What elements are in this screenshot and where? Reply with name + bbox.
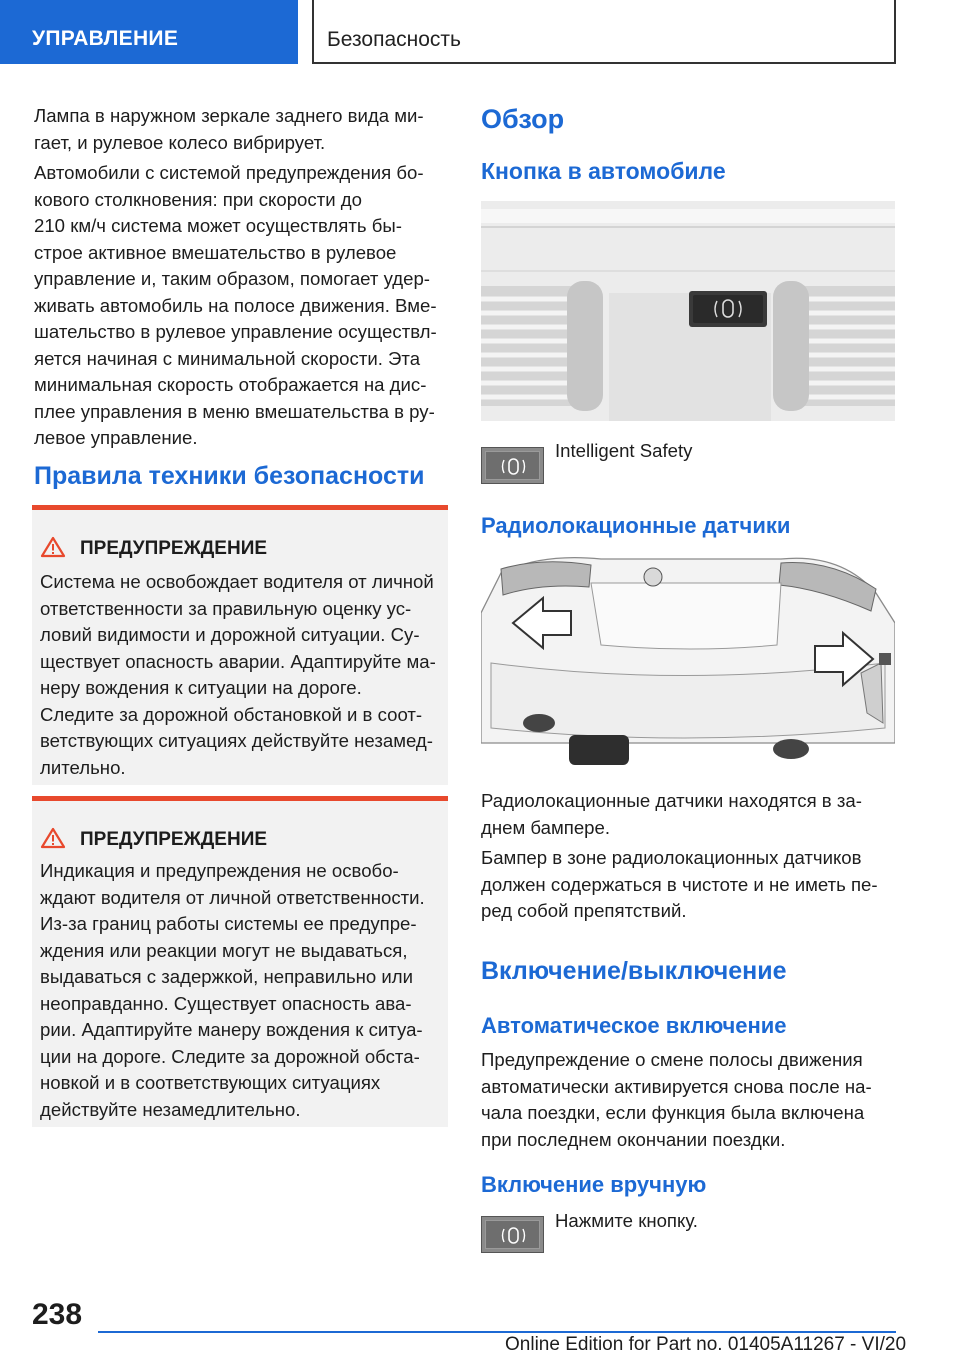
section-tab: УПРАВЛЕНИЕ [0, 0, 298, 64]
dashboard-button-photo [481, 201, 895, 421]
safety-shield-icon [486, 452, 541, 481]
manual-button-icon [481, 1216, 544, 1253]
manual-activation-text: Нажмите кнопку. [555, 1210, 698, 1231]
safety-shield-icon [486, 1221, 541, 1250]
manual-activation-heading: Включение вручную [481, 1172, 707, 1197]
intelligent-safety-button-icon [481, 447, 544, 484]
warning-text: Индикация и предупреждения не освобо- ждают водителя от личной ответственности. Из-за границ работы системы ее предупре- ждения или реакции могут не выдаваться, выдаваться с задержкой, неправильно или неоправданно. Существует опасность ава- рии. Адаптируйте манеру вождения к ситуа- ции на дороге. Следите за дорожной обста- новкой и в соответствующих ситуациях действуйте незамедлительно. [40, 860, 425, 1120]
chapter-title [312, 0, 896, 64]
intro-paragraph-2: Автомобили с системой предупреждения бо- кового столкновения: при скорости до 210 км/ч система может осуществлять бы- строе активное вмешательство в рулевое управление и, таким образом, помогает удер- живать автомобиль на полосе движения. Вме- шательство в рулевое управление осуществл- яется начиная с минимальной скорости. Эта минимальная скорость отображается на дис- плее управления в меню вмешательства в ру- левое управление. [34, 162, 437, 448]
warning-box-2 [32, 796, 448, 1127]
auto-activation-text: Предупреждение о смене полосы движения автоматически активируется снова после на- чала поездки, если функция была включена при последнем окончании поездки. [481, 1049, 872, 1150]
warning-triangle-icon [40, 827, 66, 849]
edition-footer: Online Edition for Part no. 01405A11267 - VI/20 [505, 1334, 907, 1355]
button-in-car-heading: Кнопка в автомобиле [481, 158, 726, 184]
warning-triangle-icon [40, 536, 66, 558]
dashboard-illustration [481, 201, 895, 421]
car-rear-photo [481, 553, 895, 769]
warning-heading [40, 536, 267, 560]
auto-activation-heading: Автоматическое включение [481, 1013, 787, 1038]
warning-title: ПРЕДУПРЕЖДЕНИЕ [80, 538, 268, 559]
safety-rules-heading: Правила техники безопасности [34, 462, 425, 490]
footer-divider [98, 1331, 896, 1333]
chapter-title-text: Безопасность [327, 28, 461, 51]
intro-paragraph-1: Лампа в наружном зеркале заднего вида ми- гает, и рулевое колесо вибрирует. [34, 105, 424, 153]
radar-paragraph-1: Радиолокационные датчики находятся в за- днем бампере. [481, 790, 862, 838]
on-off-heading: Включение/выключение [481, 957, 787, 985]
warning-title: ПРЕДУПРЕЖДЕНИЕ [80, 829, 268, 850]
car-rear-illustration [481, 553, 895, 769]
warning-box-1 [32, 505, 448, 785]
page-number: 238 [32, 1298, 83, 1331]
overview-heading: Обзор [481, 104, 565, 134]
radar-paragraph-2: Бампер в зоне радиолокационных датчиков должен содержаться в чистоте и не иметь пе- ред собой препятствий. [481, 847, 878, 921]
radar-sensors-heading: Радиолокационные датчики [481, 513, 791, 538]
warning-heading [40, 827, 267, 851]
intelligent-safety-label: Intelligent Safety [555, 440, 693, 461]
warning-text: Система не освобождает водителя от личной ответственности за правильную оценку ус- ловий видимости и дорожной ситуации. Су- ществует опасность аварии. Адаптируйте ма- неру вождения к ситуации на дороге. Следите за дорожной обстановкой и в соот- ветствующих ситуациях действуйте незамед- лительно. [40, 571, 436, 778]
